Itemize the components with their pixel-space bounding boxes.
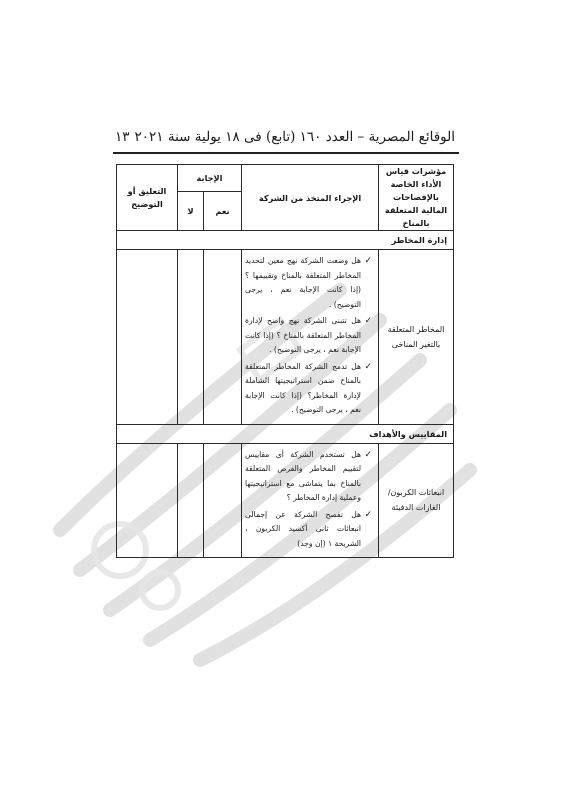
- section-title-metrics: المقاييس والأهداف: [117, 424, 454, 443]
- header-yes: نعم: [204, 191, 242, 230]
- question-text: هل تتبنى الشركة نهج واضح لإدارة المخاطر المتعلقة بالمناخ ؟ (إذا كانت الإجابة نعم ، يرجى التوضيح) .: [245, 316, 362, 354]
- comment-cell[interactable]: [117, 250, 178, 425]
- section-row: [117, 231, 454, 250]
- table-header-row: [117, 165, 454, 192]
- section-row: [117, 424, 454, 443]
- question-item: [245, 360, 372, 418]
- procedure-cell: [242, 443, 379, 558]
- check-icon: ✓: [364, 316, 373, 326]
- header-title: الوقائع المصرية – العدد ١٦٠ (تابع) فى ١٨ يولية سنة ٢٠٢١: [134, 129, 455, 145]
- table-row: [117, 443, 454, 558]
- check-icon: ✓: [364, 509, 373, 520]
- question-text: هل تدمج الشركة المخاطر المتعلقة بالمناخ ضمن استراتيجيتها الشاملة لإدارة المخاطر؟ (إذا كانت الإجابة نعم ، يرجى التوضيح) .: [245, 361, 362, 414]
- question-item: [245, 508, 372, 552]
- page-number: ١٣: [115, 129, 130, 145]
- check-icon: ✓: [364, 256, 373, 266]
- header-answer: الإجابة: [178, 165, 242, 192]
- comment-cell[interactable]: [117, 443, 178, 558]
- table-row: [117, 250, 454, 425]
- question-item: [245, 314, 372, 358]
- check-icon: ✓: [364, 361, 373, 372]
- question-text: هل تفصح الشركة عن إجمالى انبعاثات ثانى أكسيد الكربون ، الشريحة ١ (إن وجد): [245, 509, 362, 548]
- disclosure-table: [116, 164, 454, 558]
- section-title-risk: إدارة المخاطر: [117, 231, 454, 250]
- answer-yes-cell[interactable]: [204, 443, 242, 558]
- check-icon: ✓: [364, 449, 373, 460]
- header-indicator: مؤشرات قياس الأداء الخاصة بالإفصاحات المالية المتعلقة بالمناخ: [379, 165, 454, 231]
- question-item: [245, 448, 372, 506]
- answer-no-cell[interactable]: [178, 443, 204, 558]
- question-text: هل تستخدم الشركة أى مقاييس لتقييم المخاطر والفرص المتعلقة بالمناخ بما يتماشى مع استراتيجيتها وعملية إدارة المخاطر ؟: [245, 449, 362, 502]
- page-header: [115, 126, 455, 148]
- header-comment: التعليق أو التوضيح: [117, 165, 178, 231]
- question-text: هل وضعت الشركة نهج معين لتحديد المخاطر المتعلقة بالمناخ وتقييمها ؟ (إذا كانت الإجابة نعم ، يرجى التوضيح) .: [245, 256, 362, 309]
- header-no: لا: [178, 191, 204, 230]
- procedure-cell: [242, 250, 379, 425]
- indicator-climate-risks: المخاطر المتعلقة بالتغير المناخى: [379, 250, 454, 425]
- answer-yes-cell[interactable]: [204, 250, 242, 425]
- indicator-carbon-emissions: انبعاثات الكربون/ الغازات الدفيئة: [379, 443, 454, 558]
- answer-no-cell[interactable]: [178, 250, 204, 425]
- header-divider: [113, 152, 459, 154]
- question-item: [245, 254, 372, 312]
- header-procedure: الإجراء المتخذ من الشركة: [242, 165, 379, 231]
